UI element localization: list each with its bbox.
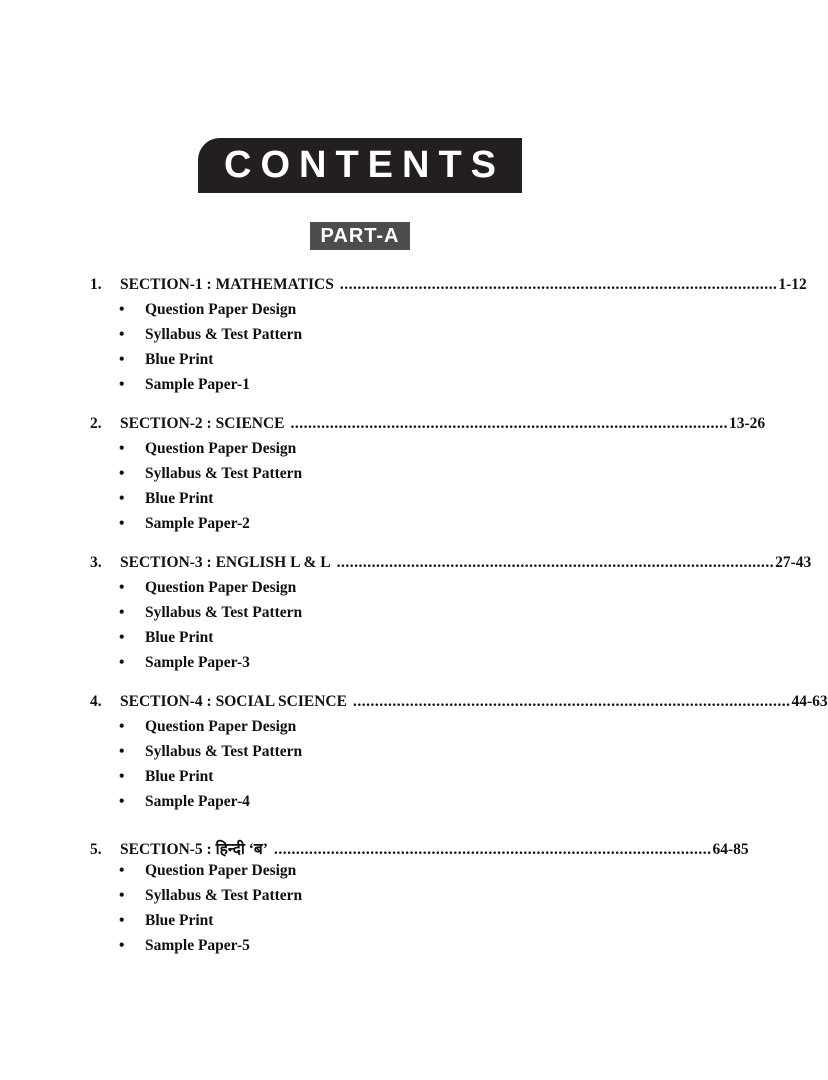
page-title: CONTENTS <box>224 144 505 186</box>
bullet-icon: • <box>119 515 125 532</box>
list-item[interactable] <box>90 440 628 465</box>
toc-section-4 <box>90 693 828 818</box>
section-title: SECTION-3 : ENGLISH L & L <box>120 554 331 571</box>
bullet-icon: • <box>119 465 125 482</box>
toc-section-3 <box>90 554 812 679</box>
list-item[interactable] <box>90 490 628 515</box>
bullet-icon: • <box>119 376 125 393</box>
list-item[interactable] <box>90 465 628 490</box>
section-pages: 44-63 <box>791 693 828 710</box>
subsection-list <box>90 862 628 962</box>
list-item-label: Syllabus & Test Pattern <box>145 887 303 904</box>
list-item[interactable] <box>90 912 628 937</box>
section-heading[interactable] <box>90 415 766 440</box>
dot-leader: .................................................................................................... <box>352 693 791 710</box>
list-item-label: Blue Print <box>145 629 214 646</box>
bullet-icon: • <box>119 604 125 621</box>
list-item[interactable] <box>90 887 628 912</box>
bullet-icon: • <box>119 887 125 904</box>
section-pages: 64-85 <box>712 841 749 858</box>
section-title: SECTION-5 : हिन्दी ‘ब’ <box>120 841 268 858</box>
section-title: SECTION-4 : SOCIAL SCIENCE <box>120 693 347 710</box>
list-item[interactable] <box>90 515 628 540</box>
list-item[interactable] <box>90 351 628 376</box>
bullet-icon: • <box>119 862 125 879</box>
bullet-icon: • <box>119 768 125 785</box>
list-item[interactable] <box>90 768 628 793</box>
subsection-list <box>90 579 628 679</box>
section-number: 2. <box>90 415 102 432</box>
contents-banner <box>198 138 522 193</box>
list-item-label: Blue Print <box>145 490 214 507</box>
list-item[interactable] <box>90 862 628 887</box>
bullet-icon: • <box>119 937 125 954</box>
list-item[interactable] <box>90 937 628 962</box>
list-item-label: Syllabus & Test Pattern <box>145 465 303 482</box>
list-item-label: Syllabus & Test Pattern <box>145 604 303 621</box>
bullet-icon: • <box>119 912 125 929</box>
section-pages: 27-43 <box>775 554 812 571</box>
part-badge <box>310 222 410 250</box>
list-item-label: Sample Paper-4 <box>145 793 250 810</box>
list-item[interactable] <box>90 376 628 401</box>
subsection-list <box>90 440 628 540</box>
dot-leader: .................................................................................................... <box>339 276 778 293</box>
list-item-label: Question Paper Design <box>145 440 297 457</box>
section-number: 4. <box>90 693 102 710</box>
list-item-label: Sample Paper-3 <box>145 654 250 671</box>
list-item-label: Blue Print <box>145 768 214 785</box>
subsection-list <box>90 718 628 818</box>
subsection-list <box>90 301 628 401</box>
section-pages: 1-12 <box>778 276 807 293</box>
list-item[interactable] <box>90 743 628 768</box>
bullet-icon: • <box>119 440 125 457</box>
list-item[interactable] <box>90 604 628 629</box>
section-heading[interactable] <box>90 554 812 579</box>
list-item[interactable] <box>90 301 628 326</box>
list-item[interactable] <box>90 579 628 604</box>
toc-section-1 <box>90 276 807 401</box>
section-heading[interactable] <box>90 276 807 301</box>
list-item[interactable] <box>90 629 628 654</box>
dot-leader: .................................................................................................... <box>273 841 712 858</box>
bullet-icon: • <box>119 793 125 810</box>
section-heading[interactable] <box>90 837 749 862</box>
list-item-label: Sample Paper-5 <box>145 937 250 954</box>
bullet-icon: • <box>119 654 125 671</box>
section-number: 3. <box>90 554 102 571</box>
bullet-icon: • <box>119 743 125 760</box>
section-number: 5. <box>90 841 102 858</box>
section-number: 1. <box>90 276 102 293</box>
list-item-label: Syllabus & Test Pattern <box>145 743 303 760</box>
list-item-label: Question Paper Design <box>145 862 297 879</box>
list-item-label: Blue Print <box>145 351 214 368</box>
bullet-icon: • <box>119 301 125 318</box>
section-heading[interactable] <box>90 693 828 718</box>
toc-section-5 <box>90 837 749 962</box>
section-pages: 13-26 <box>729 415 766 432</box>
bullet-icon: • <box>119 326 125 343</box>
list-item[interactable] <box>90 793 628 818</box>
list-item[interactable] <box>90 718 628 743</box>
bullet-icon: • <box>119 629 125 646</box>
dot-leader: .................................................................................................... <box>290 415 729 432</box>
list-item-label: Syllabus & Test Pattern <box>145 326 303 343</box>
list-item-label: Question Paper Design <box>145 301 297 318</box>
part-label: PART-A <box>320 224 400 247</box>
list-item-label: Question Paper Design <box>145 579 297 596</box>
list-item-label: Sample Paper-1 <box>145 376 250 393</box>
list-item-label: Question Paper Design <box>145 718 297 735</box>
bullet-icon: • <box>119 718 125 735</box>
section-title: SECTION-1 : MATHEMATICS <box>120 276 334 293</box>
list-item-label: Blue Print <box>145 912 214 929</box>
list-item[interactable] <box>90 654 628 679</box>
bullet-icon: • <box>119 579 125 596</box>
bullet-icon: • <box>119 490 125 507</box>
list-item[interactable] <box>90 326 628 351</box>
section-title: SECTION-2 : SCIENCE <box>120 415 285 432</box>
bullet-icon: • <box>119 351 125 368</box>
dot-leader: .................................................................................................... <box>336 554 775 571</box>
list-item-label: Sample Paper-2 <box>145 515 250 532</box>
toc-section-2 <box>90 415 766 540</box>
